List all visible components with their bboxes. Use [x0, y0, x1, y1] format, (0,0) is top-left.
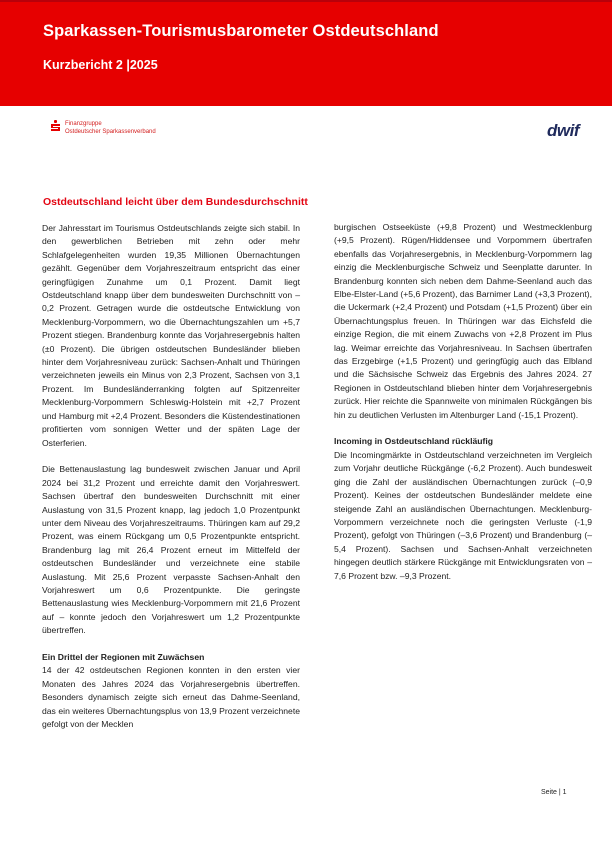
paragraph-bed-occupancy: Die Bettenauslastung lag bundesweit zwischen Januar und April 2024 bei 31,2 Prozent und erreichte damit den Vorjahreswert. Sachsen übertraf den bundesweiten Durchschnitt mit einer Auslastung von 31,5 Prozent knapp, lag jedoch 1,0 Prozentpunkt unter dem Niveau des Vorjahreszeitraums. Thüringen kam auf 29,2 Prozent, was einem Rückgang um 0,5 Prozentpunkte entspricht. Brandenburg lag mit 26,4 Prozent erneut im Mittelfeld der ostdeutschen Bundesländer und verzeichnete eine stabile Auslastung. Mit 25,6 Prozent verpasste Sachsen-Anhalt den Vorjahreswert um 0,6 Prozentpunkte. Die geringste Bettenauslastung wies Mecklenburg-Vorpommern mit 21,6 Prozent auf – konnte jedoch den Vorjahreswert um 1,2 Prozentpunkte übertreffen. — [42, 464, 300, 636]
subheading-incoming: Incoming in Ostdeutschland rückläufig — [334, 436, 494, 447]
document-title: Sparkassen-Tourismusbarometer Ostdeutschland — [43, 22, 439, 40]
paragraph-regions: 14 der 42 ostdeutschen Regionen konnten in den ersten vier Monaten des Jahres 2024 das Vorjahresergebnis übertreffen. Besonders dynamisch zeigte sich erneut das Dahme-Seenland, das ein weiteres Übernachtungsplus von 13,9 Prozent verzeichnete gefolgt von der Mecklen — [42, 665, 300, 729]
right-column — [334, 221, 592, 596]
left-column — [42, 222, 300, 745]
subheading-regions: Ein Drittel der Regionen mit Zuwächsen — [42, 651, 205, 662]
document-subtitle: Kurzbericht 2 |2025 — [43, 58, 158, 72]
header-banner — [0, 2, 612, 106]
dwif-logo: dwif — [547, 121, 579, 140]
paragraph-incoming: Die Incomingmärkte in Ostdeutschland verzeichneten im Vergleich zum Vorjahr deutliche Rückgänge (-6,2 Prozent). Auch bundesweit ging die Zahl der ausländischen Übernachtungen zurück (–0,9 Prozent). Keines der ostdeutschen Bundesländer meldete eine steigende Zahl an ausländischen Übernachtungen. Mecklenburg-Vorpommern verzeichnete noch die geringsten Verluste (-1,9 Prozent), gefolgt von Thüringen (–3,6 Prozent) und Brandenburg (–5,4 Prozent). Sachsen und Sachsen-Anhalt verzeichneten hingegen deutlich stärkere Rückgänge mit Entwicklungsraten von –7,6 Prozent bzw. –9,3 Prozent. — [334, 449, 592, 581]
logo-line-1: Finanzgruppe — [65, 121, 102, 127]
paragraph-overnight-stays: Der Jahresstart im Tourismus Ostdeutschlands zeigte sich stabil. In den gewerblichen Betrieben mit zehn oder mehr Schlafgelegenheiten wurden 19,35 Millionen Übernachtungen gezählt. Gegenüber dem Vorjahreszeitraum entspricht das einer geringfügigen Zunahme um 0,1 Prozent. Damit liegt Ostdeutschland knapp über dem bundesweiten Durchschnitt von –0,2 Prozent. Getragen wurde die ostdeutsche Entwicklung von Mecklenburg-Vorpommern, wo die Übernachtungszahlen um +5,7 Prozent stiegen. Brandenburg konnte das Vorjahresergebnis halten (±0 Prozent). Die übrigen ostdeutschen Bundesländer blieben hinter dem Vorjahresniveau zurück: Sachsen-Anhalt und Thüringen verzeichneten jeweils ein Minus von 2,3 Prozent, Sachsen von 3,1 Prozent. Im Bundesländerranking folgten auf Spitzenreiter Mecklenburg-Vorpommern Schleswig-Holstein mit +2,7 Prozent und Hamburg mit +2,4 Prozent. Besonders die Küstendestinationen profitierten vom sonnigen Wetter und der späten Lage der Osterferien. — [42, 223, 300, 448]
sparkasse-s-icon — [51, 120, 60, 132]
section-heading: Ostdeutschland leicht über dem Bundesdurchschnitt — [43, 196, 308, 208]
paragraph-regions-continued: burgischen Ostseeküste (+9,8 Prozent) und Westmecklenburg (+9,5 Prozent). Rügen/Hiddensee und Vorpommern übertrafen ebenfalls das Vorjahresergebnis, in Mecklenburg-Vorpommern lag einzig die Mecklenburgische Schweiz und Seenplatte darunter. In Brandenburg konnten sich neben dem Dahme-Seenland auch das Elbe-Elster-Land (+5,6 Prozent), das Barnimer Land (+3,3 Prozent), die Uckermark (+2,4 Prozent) und Potsdam (+1,5 Prozent) über ein Übernachtungsplus freuen. In Thüringen war das Eichsfeld die einzige Region, die mit einem Zuwachs von +2,8 Prozent im Plus lag. Weimar erreichte das Vorjahresniveau. In Sachsen übertrafen das Erzgebirge (+1,5 Prozent) und geringfügig auch das Elbland und die Sächsische Schweiz das Ergebnis des Jahres 2024. 27 Regionen in Ostdeutschland blieben hinter dem Vorjahresergebnis zurück. Hier reichte die Spannweite von minimalen Rückgängen bis hin zu deutlichen Verlusten im Altenburger Land (-15,1 Prozent). — [334, 222, 592, 420]
page-number: Seite | 1 — [541, 789, 567, 796]
logo-line-2: Ostdeutscher Sparkassenverband — [65, 129, 156, 135]
finanzgruppe-logo — [51, 120, 211, 144]
